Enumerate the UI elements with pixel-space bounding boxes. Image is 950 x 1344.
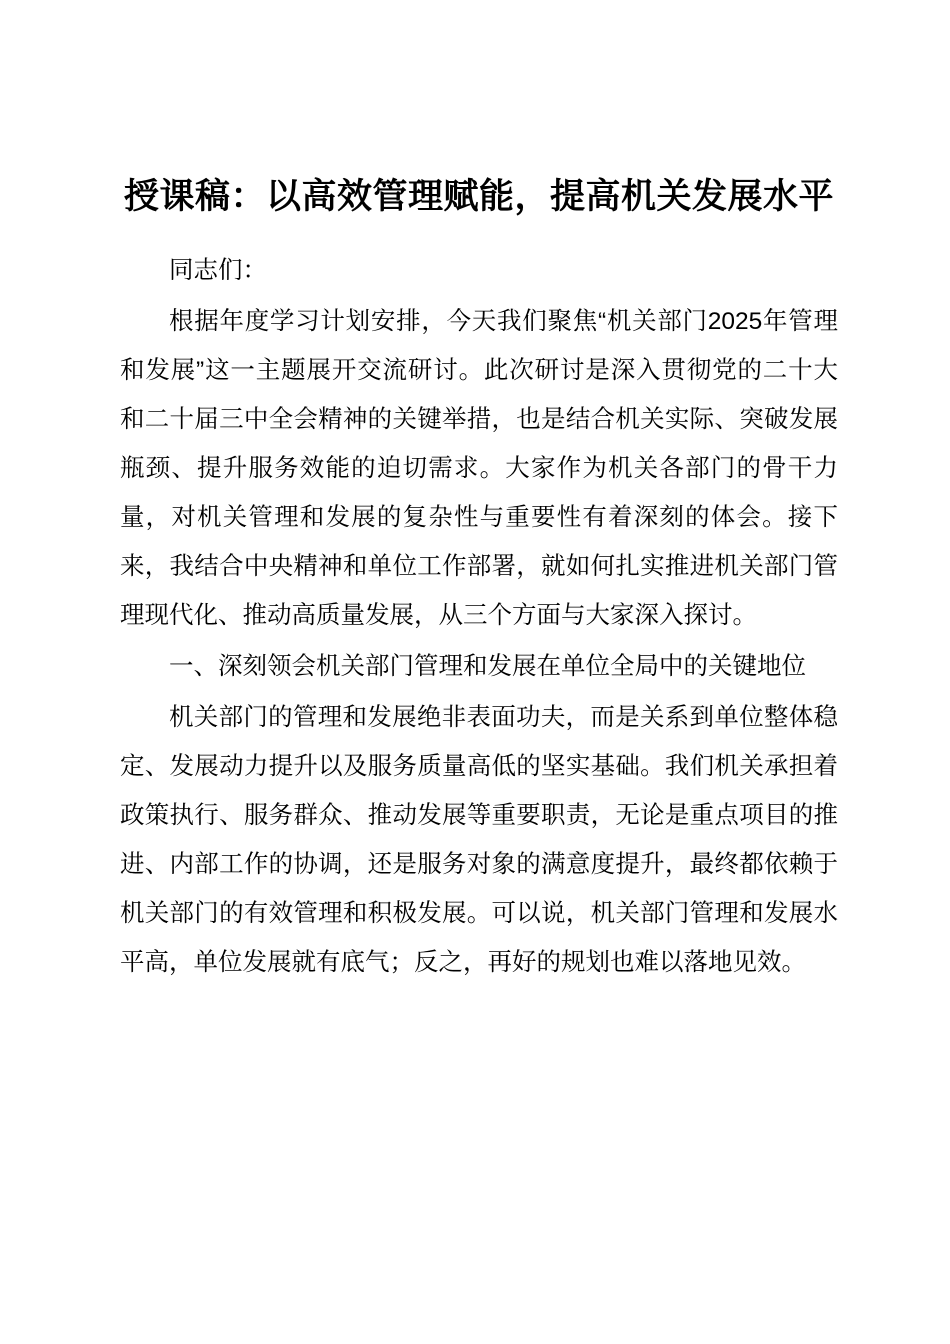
salutation: 同志们： xyxy=(169,257,267,285)
paragraph-section-one-body: 机关部门的管理和发展绝非表面功夫，而是关系到单位整体稳定、发展动力提升以及服务质量高低的坚实基础。我们机关承担着政策执行、服务群众、推动发展等重要职责，无论是重点项目的推进、内部工作的协调，还是服务对象的满意度提升，最终都依赖于机关部门的有效管理和积极发展。可以说，机关部门管理和发展水平高，单位发展就有底气；反之，再好的规划也难以落地见效。 xyxy=(120,704,838,977)
section-heading-one: 一、深刻领会机关部门管理和发展在单位全局中的关键地位 xyxy=(169,653,806,681)
paragraph-intro: 根据年度学习计划安排，今天我们聚焦“机关部门2025年管理和发展”这一主题展开交流研讨。此次研讨是深入贯彻党的二十大和二十届三中全会精神的关键举措，也是结合机关实际、突破发展瓶颈、提升服务效能的迫切需求。大家作为机关各部门的骨干力量，对机关管理和发展的复杂性与重要性有着深刻的体会。接下来，我结合中央精神和单位工作部署，就如何扎实推进机关部门管理现代化、推动高质量发展，从三个方面与大家深入探讨。 xyxy=(120,308,838,630)
page-title: 授课稿：以高效管理赋能，提高机关发展水平 xyxy=(123,177,834,216)
